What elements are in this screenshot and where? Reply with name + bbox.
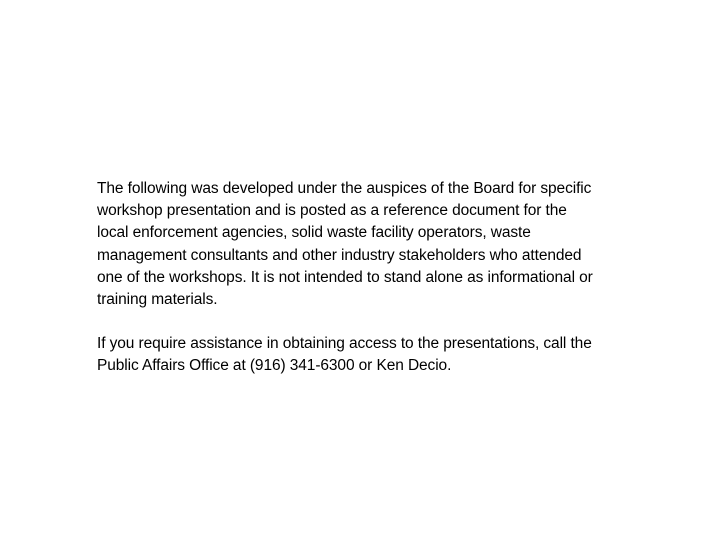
text-line: Public Affairs Office at (916) 341-6300 or Ken Decio.	[97, 357, 452, 375]
text-line: The following was developed under the auspices of the Board for specific	[97, 180, 592, 197]
disclaimer-paragraph	[97, 178, 657, 311]
text-line: local enforcement agencies, solid waste facility operators, waste	[97, 224, 531, 242]
contact-paragraph	[97, 333, 657, 377]
text-line: one of the workshops. It is not intended to stand alone as informational or	[97, 268, 593, 286]
text-content	[97, 178, 657, 378]
text-line: management consultants and other industry stakeholders who attended	[97, 246, 582, 264]
text-line: training materials.	[97, 291, 218, 309]
text-line: workshop presentation and is posted as a reference document for the	[97, 202, 567, 220]
text-line: If you require assistance in obtaining access to the presentations, call the	[97, 335, 592, 353]
